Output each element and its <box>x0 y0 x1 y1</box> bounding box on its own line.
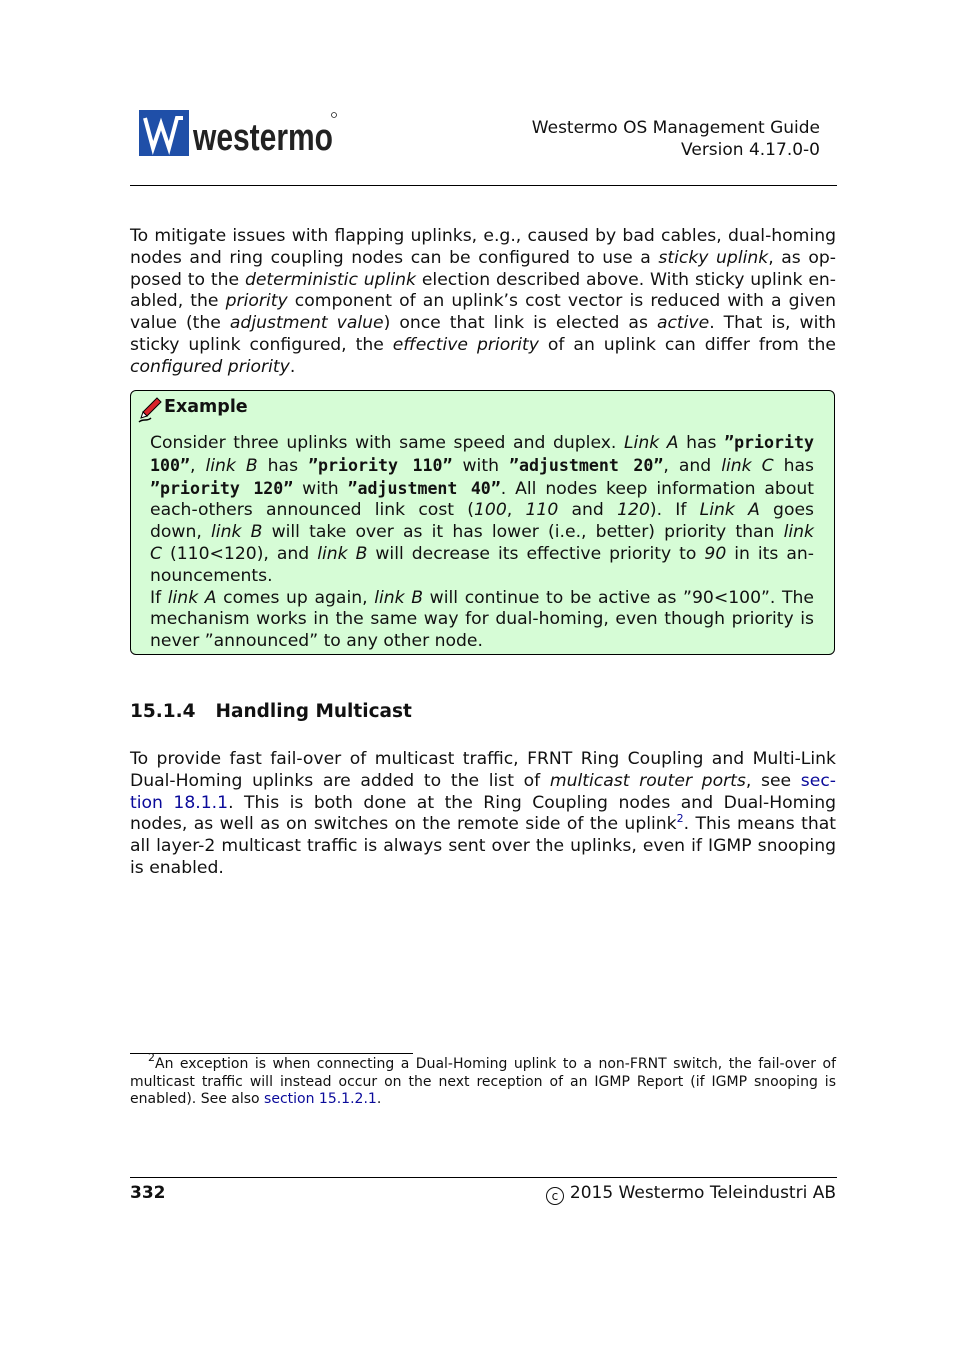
text-run: (110<120), and <box>162 543 318 564</box>
footnote-line <box>130 1091 836 1109</box>
section-link[interactable]: sec- <box>800 770 836 791</box>
text-run: nouncements. <box>150 565 273 586</box>
example-line <box>150 478 814 501</box>
registered-mark <box>332 113 337 118</box>
text-run: . This means that <box>683 814 836 835</box>
text-run: To mitigate issues with flapping uplinks, e.g., caused by bad cables, dual-homing <box>130 226 836 246</box>
text-run: ). If <box>649 500 700 521</box>
emphasis: deterministic uplink <box>244 269 416 290</box>
text-run: , <box>189 455 206 476</box>
paragraph-line <box>130 248 836 270</box>
footnote-ref-link[interactable]: 2 <box>676 812 684 826</box>
emphasis: link B <box>317 543 368 564</box>
text-run: If <box>150 587 168 608</box>
paragraph-line <box>130 313 836 335</box>
text-run: Dual-Homing uplinks are added to the list of <box>130 770 550 791</box>
text-run: down, <box>150 522 212 543</box>
text-run: To provide fast fail-over of multicast traffic, FRNT Ring Coupling and Multi-Link <box>130 749 836 769</box>
text-run: sticky uplink configured, the <box>130 334 393 355</box>
text-run: , <box>506 500 526 521</box>
text-run: has <box>257 455 309 476</box>
footnote-rule <box>130 1053 413 1054</box>
emphasis: 120 <box>617 500 650 521</box>
multicast-paragraph <box>130 749 836 880</box>
text-run: . <box>289 356 296 377</box>
code-value: ”priority 120” <box>150 478 294 498</box>
paragraph-line <box>130 858 836 880</box>
example-title: Example <box>164 397 248 417</box>
text-run: will decrease its effective priority to <box>367 543 705 564</box>
paragraph-line <box>130 291 836 313</box>
emphasis: C <box>150 543 163 564</box>
example-line <box>150 500 814 522</box>
code-value: ”adjustment 20” <box>508 455 664 475</box>
text-run: with <box>452 455 509 476</box>
footnote-mark: 2 <box>148 1051 155 1064</box>
text-run: never ”announced” to any other node. <box>150 631 483 652</box>
emphasis: priority <box>225 291 288 312</box>
example-line <box>150 631 814 653</box>
emphasis: Link A <box>623 433 679 453</box>
example-line <box>150 609 814 631</box>
emphasis: link B <box>374 587 424 608</box>
section-link[interactable]: section 15.1.2.1 <box>264 1091 377 1108</box>
example-line <box>150 522 814 544</box>
paragraph-line <box>130 335 836 357</box>
emphasis: active <box>656 313 710 334</box>
text-run: election described above. With sticky uplink en- <box>415 269 836 290</box>
paragraph-line <box>130 357 836 379</box>
section-title: Handling Multicast <box>215 701 412 722</box>
emphasis: 90 <box>704 543 727 564</box>
page-number: 332 <box>130 1183 166 1203</box>
emphasis: 110 <box>525 500 559 521</box>
emphasis: link B <box>211 522 263 543</box>
text-run: comes up again, <box>216 587 375 608</box>
text-run: will take over as it has lower (i.e., better) priority than <box>262 522 784 543</box>
pen-icon <box>137 396 163 424</box>
text-run: , and <box>663 455 722 476</box>
text-run: will continue to be active as ”90<100”. The <box>423 587 814 608</box>
section-link[interactable]: tion 18.1.1 <box>130 792 229 813</box>
text-run: abled, the <box>130 291 226 312</box>
logo-wordmark: westermo <box>192 117 333 159</box>
text-run: Consider three uplinks with same speed and duplex. <box>150 433 624 453</box>
text-run: . This is both done at the Ring Coupling nodes and Dual-Homing <box>228 792 836 813</box>
section-heading <box>130 701 412 722</box>
code-value: 100” <box>150 455 190 475</box>
example-line <box>150 432 814 455</box>
header-rule <box>130 185 837 186</box>
example-line <box>150 455 814 478</box>
emphasis: link <box>783 522 814 543</box>
copyright-text: 2015 Westermo Teleindustri AB <box>569 1183 836 1203</box>
guide-version: Version 4.17.0-0 <box>681 140 820 160</box>
emphasis: link B <box>205 455 258 476</box>
footer-rule <box>130 1177 837 1178</box>
text-run: has <box>678 433 725 453</box>
text-run: has <box>773 455 814 476</box>
emphasis: link C <box>721 455 774 476</box>
text-run: enabled). See also <box>130 1091 265 1108</box>
example-line <box>150 588 814 610</box>
example-line <box>150 544 814 566</box>
footnote <box>130 1051 836 1109</box>
code-value: ”priority <box>724 433 814 452</box>
text-run: . That is, with <box>709 313 836 334</box>
text-run: in its an- <box>726 543 814 564</box>
emphasis: sticky uplink <box>658 247 769 268</box>
copyright <box>546 1183 836 1205</box>
footnote-line <box>130 1051 836 1074</box>
paragraph-line <box>130 771 836 793</box>
emphasis: 100 <box>473 500 507 521</box>
text-run: of an uplink can differ from the <box>538 334 836 355</box>
emphasis: multicast router ports <box>549 770 746 791</box>
sticky-uplink-paragraph <box>130 226 836 379</box>
text-run: nodes and ring coupling nodes can be configured to use a <box>130 247 659 268</box>
guide-title: Westermo OS Management Guide <box>531 118 820 138</box>
paragraph-line <box>130 749 836 771</box>
text-run: . All nodes keep information about <box>500 478 814 499</box>
westermo-logo <box>139 110 339 158</box>
text-run: nodes, as well as on switches on the remote side of the uplink <box>130 814 677 835</box>
text-run: , as op- <box>768 247 836 268</box>
section-number: 15.1.4 <box>130 701 196 722</box>
text-run: with <box>293 478 348 499</box>
paragraph-line <box>130 836 836 858</box>
paragraph-line <box>130 793 836 815</box>
paragraph-line <box>130 814 836 836</box>
example-line <box>150 566 814 588</box>
text-run: posed to the <box>130 269 245 290</box>
emphasis: effective priority <box>392 334 539 355</box>
example-body <box>150 432 814 653</box>
text-run: ) once that link is elected as <box>383 313 657 334</box>
text-run: , see <box>745 770 801 791</box>
text-run: goes <box>759 500 815 521</box>
paragraph-line <box>130 270 836 292</box>
code-value: ”priority 110” <box>308 455 453 475</box>
emphasis: Link A <box>699 500 760 521</box>
footnote-line <box>130 1074 836 1092</box>
text-run: value (the <box>130 313 230 334</box>
emphasis: adjustment value <box>229 313 384 334</box>
header-text <box>532 117 820 161</box>
text-run: An exception is when connecting a Dual-Homing uplink to a non-FRNT switch, the fail-over of <box>155 1056 836 1072</box>
text-run: component of an uplink’s cost vector is reduced with a given <box>287 291 836 312</box>
emphasis: configured priority <box>130 356 290 377</box>
text-run: . <box>376 1091 382 1108</box>
text-run: all layer-2 multicast traffic is always sent over the uplinks, even if IGMP snooping <box>130 836 836 857</box>
text-run: mechanism works in the same way for dual-homing, even though priority is <box>150 609 814 630</box>
text-run: each-others announced link cost ( <box>150 500 474 521</box>
text-run: is enabled. <box>130 857 224 878</box>
text-run: multicast traffic will instead occur on the next reception of an IGMP Report (if IGMP snooping is <box>130 1073 836 1090</box>
copyright-icon: c <box>546 1187 564 1205</box>
code-value: ”adjustment 40” <box>347 478 501 498</box>
text-run: and <box>558 500 618 521</box>
emphasis: link A <box>167 587 217 608</box>
paragraph-line <box>130 226 836 248</box>
